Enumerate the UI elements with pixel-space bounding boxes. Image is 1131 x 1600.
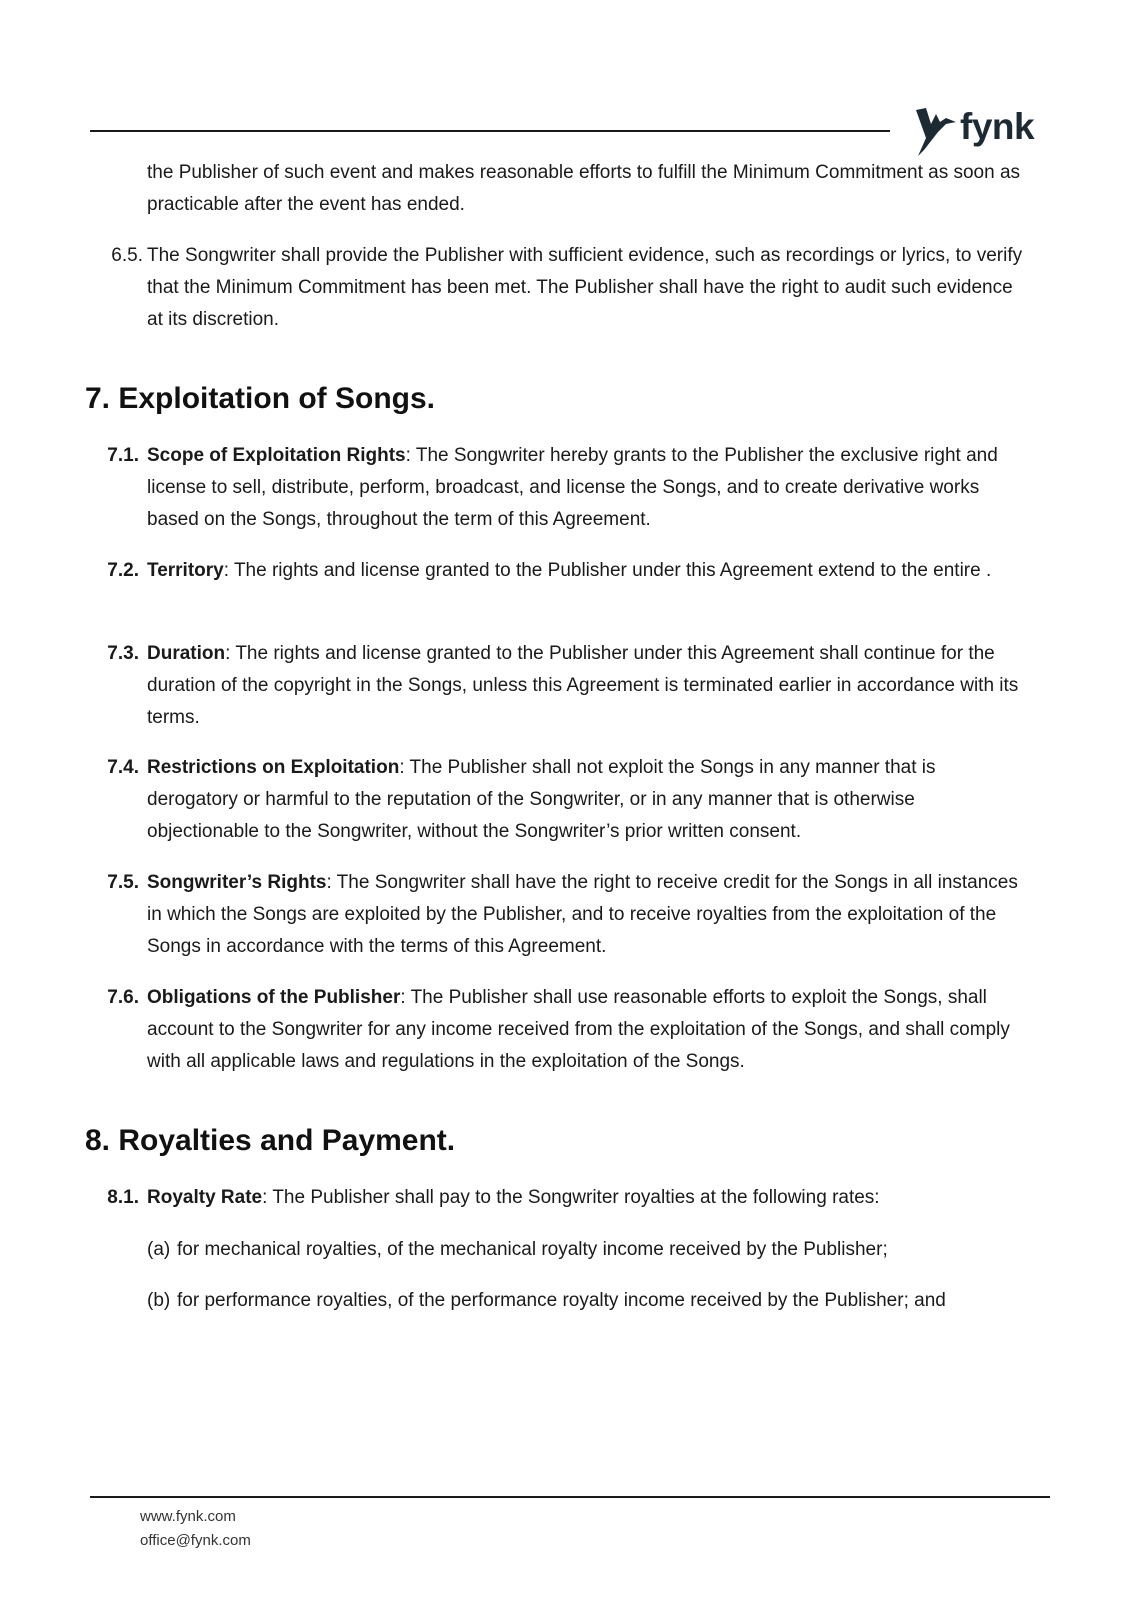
clause-number: 7.6. xyxy=(107,987,139,1008)
clause-text: : The Songwriter hereby grants to the Publisher the exclusive right and license to sell, distribute, perform, broadcast, and license the Songs, and to create derivative works based on the Songs, throughout the term of this Agreement. xyxy=(147,445,998,530)
clause-number: 7.1. xyxy=(107,445,139,466)
list-item-label: (a) xyxy=(147,1239,171,1260)
clause-number: 7.5. xyxy=(107,872,139,893)
clause-title: Territory xyxy=(147,560,224,581)
clause-text: : The Songwriter shall have the right to receive credit for the Songs in all instances in which the Songs are exploited by the Publisher, and to receive royalties from the exploitation of the Songs in accordance with the terms of this Agreement. xyxy=(147,872,1018,957)
footer-rule xyxy=(90,1496,1050,1498)
clause-text: : The Publisher shall pay to the Songwriter royalties at the following rates: xyxy=(262,1187,880,1208)
clause-7-4 xyxy=(147,752,1027,848)
logo-text: fynk xyxy=(960,105,1035,147)
clause-number: 7.4. xyxy=(107,757,139,778)
list-item-b: for performance royalties, of the performance royalty income received by the Publisher; and xyxy=(177,1290,946,1311)
clause-7-1 xyxy=(147,440,1027,536)
clause-title: Duration xyxy=(147,643,226,664)
clause-7-2 xyxy=(147,555,1027,587)
clause-title: Songwriter’s Rights xyxy=(147,872,327,893)
footer-website: www.fynk.com xyxy=(140,1508,236,1525)
clause-text: : The rights and license granted to the Publisher under this Agreement shall continue for the duration of the copyright in the Songs, unless this Agreement is terminated earlier in accordance with its terms. xyxy=(147,643,1019,728)
header-rule xyxy=(90,130,890,132)
clause-text: : The Publisher shall not exploit the Songs in any manner that is derogatory or harmful to the reputation of the Songwriter, or in any manner that is otherwise objectionable to the Songwriter, without the Songwriter’s prior written consent. xyxy=(147,757,936,842)
clause-7-3 xyxy=(147,638,1027,734)
clause-title: Restrictions on Exploitation xyxy=(147,757,400,778)
clause-number: 7.2. xyxy=(107,560,139,581)
section-8-heading: 8. Royalties and Payment. xyxy=(85,1124,456,1157)
clause-text: : The rights and license granted to the Publisher under this Agreement extend to the entire . xyxy=(223,560,992,581)
clause-number: 8.1. xyxy=(107,1187,139,1208)
clause-7-5 xyxy=(147,867,1027,963)
clause-number: 7.3. xyxy=(107,643,139,664)
bird-logo-icon xyxy=(912,104,958,160)
clause-8-1 xyxy=(147,1182,1027,1214)
clause-title: Scope of Exploitation Rights xyxy=(147,445,406,466)
list-item-label: (b) xyxy=(147,1290,171,1311)
clause-6-5-text: The Songwriter shall provide the Publisher with sufficient evidence, such as recordings or lyrics, to verify that the Minimum Commitment has been met. The Publisher shall have the right to audit such evidence at its discretion. xyxy=(147,245,1023,330)
list-item-a: for mechanical royalties, of the mechanical royalty income received by the Publisher; xyxy=(177,1239,888,1260)
logo xyxy=(912,104,1034,160)
clause-title: Royalty Rate xyxy=(147,1187,263,1208)
footer-email: office@fynk.com xyxy=(140,1532,251,1549)
clause-text: : The Publisher shall use reasonable efforts to exploit the Songs, shall account to the Songwriter for any income received from the exploitation of the Songs, and shall comply with all applicable laws and regulations in the exploitation of the Songs. xyxy=(147,987,1010,1072)
clause-number: 6.5. xyxy=(111,245,143,266)
clause-7-6 xyxy=(147,982,1027,1078)
clause-title: Obligations of the Publisher xyxy=(147,987,401,1008)
section-7-heading: 7. Exploitation of Songs. xyxy=(85,382,436,415)
continuation-paragraph: the Publisher of such event and makes reasonable efforts to fulfill the Minimum Commitment as soon as practicable after the event has ended. xyxy=(147,162,1021,215)
